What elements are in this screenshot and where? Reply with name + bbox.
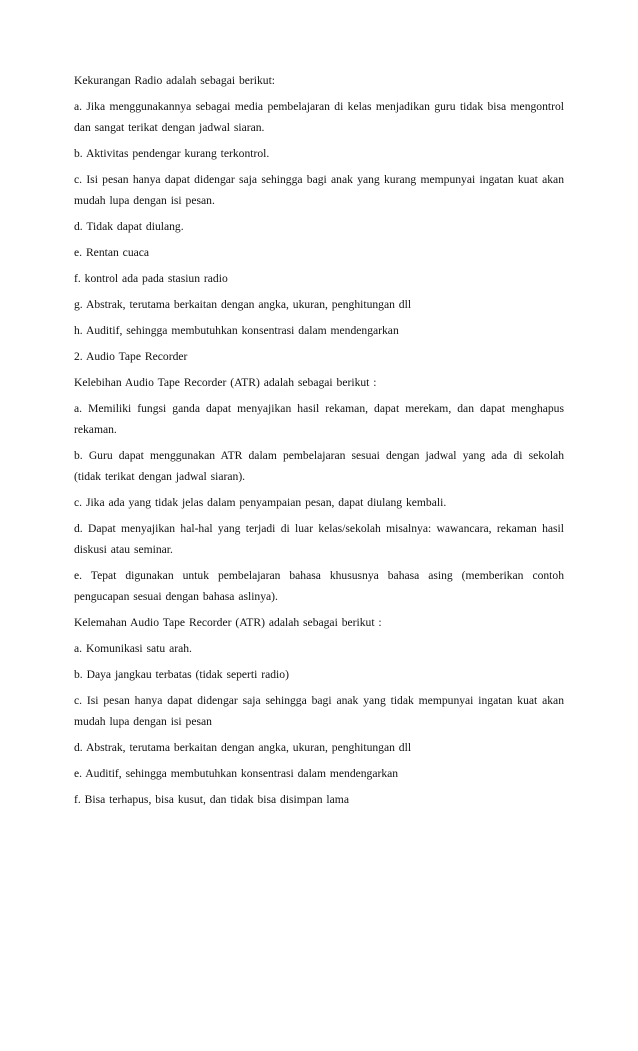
paragraph-atr-strengths-heading: Kelebihan Audio Tape Recorder (ATR) adalah sebagai berikut : xyxy=(74,376,377,389)
paragraph-atr-weakness-e: e. Auditif, sehingga membutuhkan konsentrasi dalam mendengarkan xyxy=(74,767,399,780)
paragraph-atr-weakness-c: c. Isi pesan hanya dapat didengar saja sehingga bagi anak yang tidak mempunyai ingatan kuat akan mudah lupa dengan isi pesan xyxy=(74,694,564,728)
paragraph-radio-weakness-a: a. Jika menggunakannya sebagai media pembelajaran di kelas menjadikan guru tidak bisa mengontrol dan sangat terikat dengan jadwal siaran. xyxy=(74,100,564,134)
paragraph-radio-weakness-h: h. Auditif, sehingga membutuhkan konsentrasi dalam mendengarkan xyxy=(74,324,399,337)
paragraph-radio-weakness-c: c. Isi pesan hanya dapat didengar saja sehingga bagi anak yang kurang mempunyai ingatan kuat akan mudah lupa dengan isi pesan. xyxy=(74,173,564,207)
paragraph-atr-weaknesses-heading: Kelemahan Audio Tape Recorder (ATR) adalah sebagai berikut : xyxy=(74,616,382,629)
paragraph-atr-strength-d: d. Dapat menyajikan hal-hal yang terjadi di luar kelas/sekolah misalnya: wawancara, rekaman hasil diskusi atau seminar. xyxy=(74,522,564,556)
paragraph-atr-weakness-d: d. Abstrak, terutama berkaitan dengan angka, ukuran, penghitungan dll xyxy=(74,741,412,754)
document-page xyxy=(74,70,564,815)
paragraph-atr-weakness-f: f. Bisa terhapus, bisa kusut, dan tidak bisa disimpan lama xyxy=(74,793,349,806)
paragraph-radio-weakness-f: f. kontrol ada pada stasiun radio xyxy=(74,272,228,285)
paragraph-radio-weakness-g: g. Abstrak, terutama berkaitan dengan angka, ukuran, penghitungan dll xyxy=(74,298,412,311)
paragraph-radio-weakness-e: e. Rentan cuaca xyxy=(74,246,150,259)
section-heading-audio-tape-recorder: 2. Audio Tape Recorder xyxy=(74,350,188,363)
paragraph-atr-strength-a: a. Memiliki fungsi ganda dapat menyajikan hasil rekaman, dapat merekam, dan dapat menghapus rekaman. xyxy=(74,402,564,436)
paragraph-atr-weakness-a: a. Komunikasi satu arah. xyxy=(74,642,192,655)
paragraph-radio-weaknesses-heading: Kekurangan Radio adalah sebagai berikut: xyxy=(74,74,276,87)
paragraph-atr-strength-b: b. Guru dapat menggunakan ATR dalam pembelajaran sesuai dengan jadwal yang ada di sekolah (tidak terikat dengan jadwal siaran). xyxy=(74,449,564,483)
paragraph-atr-strength-c: c. Jika ada yang tidak jelas dalam penyampaian pesan, dapat diulang kembali. xyxy=(74,496,447,509)
paragraph-atr-strength-e: e. Tepat digunakan untuk pembelajaran bahasa khususnya bahasa asing (memberikan contoh pengucapan sesuai dengan bahasa aslinya). xyxy=(74,569,564,603)
paragraph-atr-weakness-b: b. Daya jangkau terbatas (tidak seperti radio) xyxy=(74,668,289,681)
paragraph-radio-weakness-d: d. Tidak dapat diulang. xyxy=(74,220,184,233)
paragraph-radio-weakness-b: b. Aktivitas pendengar kurang terkontrol. xyxy=(74,147,270,160)
